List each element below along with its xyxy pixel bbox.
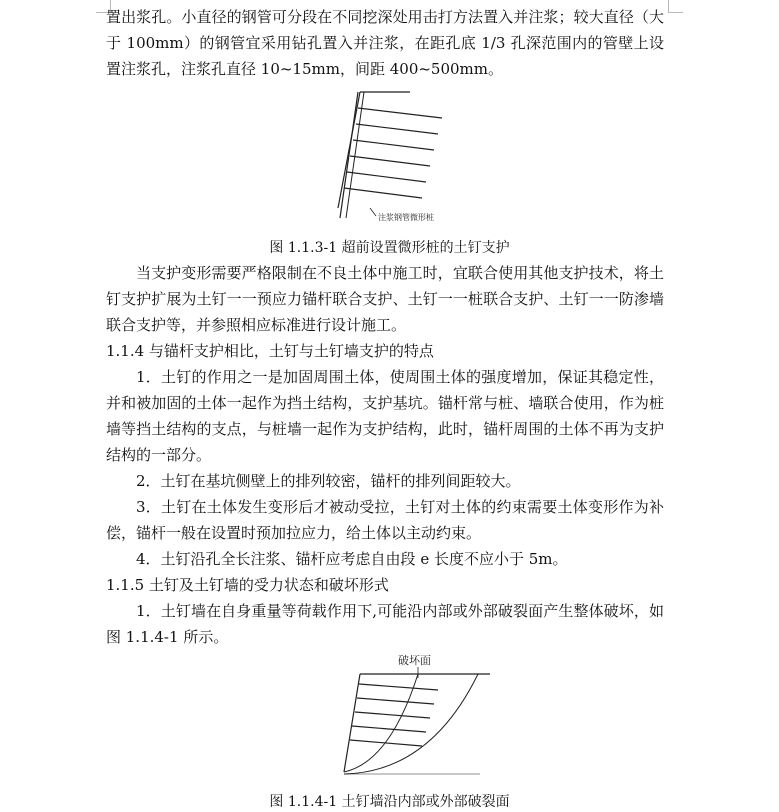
paragraph: 置出浆孔。小直径的钢管可分段在不同挖深处用击打方法置入并注浆；较大直径（大于 100mm）的钢管宜采用钻孔置入并注浆，在距孔底 1/3 孔深范围内的管壁上设置注浆孔，注浆孔直径 10~15mm，间距 400~500mm。 [106, 8, 664, 78]
section-heading: 1.1.5 土钉及土钉墙的受力状态和破坏形式 [106, 576, 389, 594]
figure-caption: 图 1.1.4-1 土钉墙沿内部或外部破裂面 [269, 794, 510, 810]
list-item: 1．土钉墙在自身重量等荷载作用下,可能沿内部或外部破裂面产生整体破坏，如图 1.1.4-1 所示。 [106, 602, 664, 646]
figure-caption: 图 1.1.3-1 超前设置微形桩的土钉支护 [269, 240, 510, 256]
list-item: 3．土钉在土体发生变形后才被动受拉，土钉对土体的约束需要土体变形作为补偿，锚杆一般在设置时预加拉应力，给土体以主动约束。 [106, 498, 664, 542]
paragraph: 当支护变形需要严格限制在不良土体中施工时，宜联合使用其他支护技术，将土钉支护扩展为土钉一一预应力锚杆联合支护、土钉一一桩联合支护、土钉一一防渗墙联合支护等，并参照相应标准进行设计施工。 [106, 264, 664, 334]
soil-nails [344, 108, 442, 198]
figure-micropile-soil-nail [330, 90, 470, 230]
list-item: 4．土钉沿孔全长注浆、锚杆应考虑自由段 e 长度不应小于 5m。 [136, 550, 568, 568]
figure-label-failure-surface: 破坏面 [398, 654, 431, 667]
figure-label-grout-pile: 注浆钢管微形桩 [378, 213, 434, 222]
soil-nails [350, 684, 438, 746]
section-1-1-5 [106, 572, 664, 650]
margin-corner-mark [668, 0, 683, 13]
figure-failure-surface [330, 652, 500, 790]
section-heading: 1.1.4 与锚杆支护相比，土钉与土钉墙支护的特点 [106, 342, 434, 360]
paragraph-block-top [106, 4, 664, 82]
list-item: 2．土钉在基坑侧壁上的排列较密，锚杆的排列间距较大。 [136, 472, 521, 490]
list-item: 1．土钉的作用之一是加固周围土体，使周围土体的强度增加，保证其稳定性，并和被加固的土体一起作为挡土结构，支护基坑。锚杆常与桩、墙联合使用，作为桩墙等挡土结构的支点，与桩墙一起作为支护结构，此时，锚杆周围的土体不再为支护结构的一部分。 [106, 368, 664, 464]
section-1-1-4 [106, 338, 664, 572]
paragraph-block-support [106, 260, 664, 338]
